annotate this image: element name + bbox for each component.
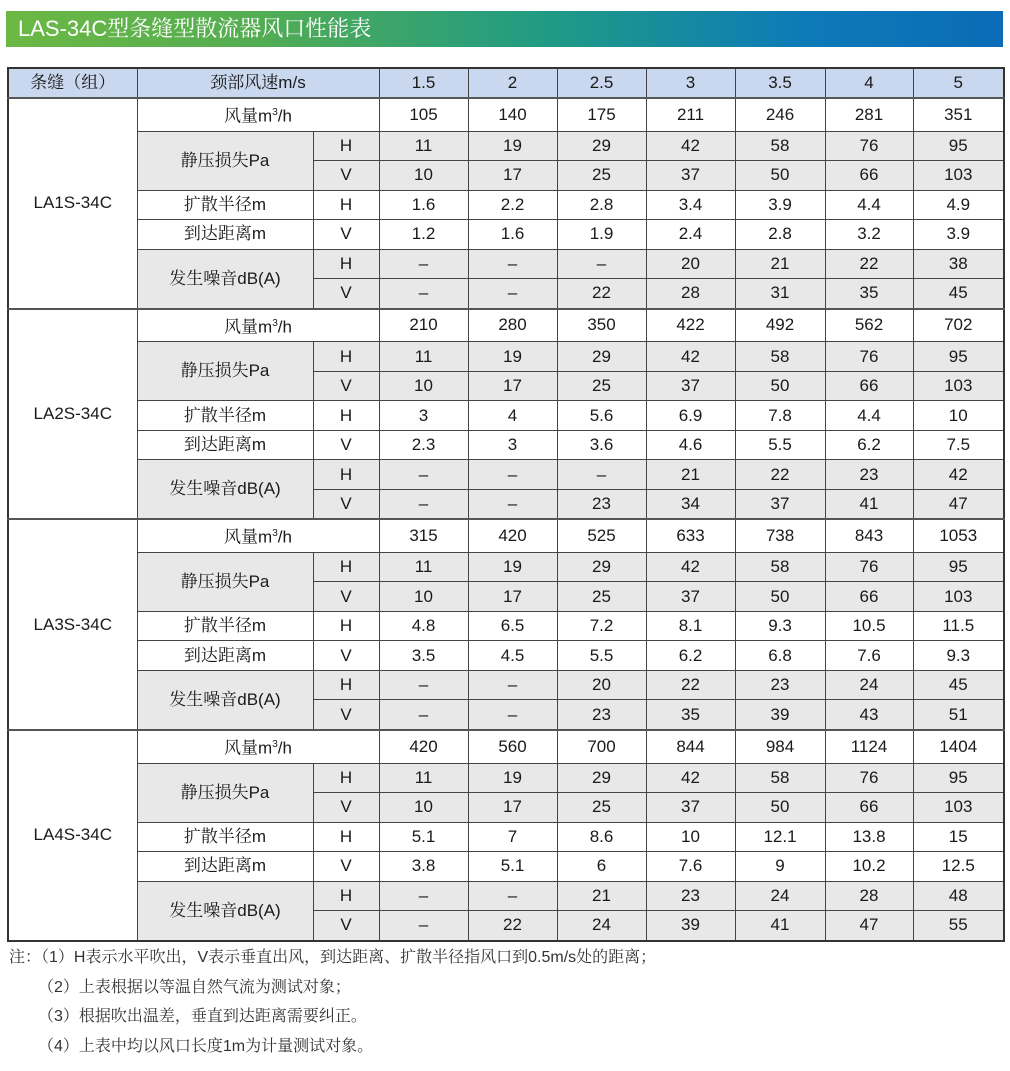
airflow-label-sup: 3 (272, 107, 278, 118)
value-cell: 17 (468, 793, 557, 823)
table-row (8, 190, 1004, 220)
value-cell: 76 (825, 342, 913, 372)
header-speed-value: 4 (825, 68, 913, 98)
value-cell: – (468, 700, 557, 730)
value-cell: 246 (735, 98, 825, 131)
value-cell: – (379, 670, 468, 700)
value-cell: 19 (468, 552, 557, 582)
airflow-label-text: 风量m (224, 527, 273, 547)
note-item: （3）根据吹出温差，垂直到达距离需要纠正。 (38, 1008, 367, 1025)
value-cell: 420 (379, 730, 468, 763)
value-cell: 42 (646, 342, 735, 372)
airflow-label-text: 风量m (224, 106, 273, 126)
value-cell: 4 (468, 401, 557, 431)
value-cell: 66 (825, 793, 913, 823)
direction-V: V (313, 371, 379, 401)
value-cell: 2.4 (646, 220, 735, 250)
value-cell: 12.1 (735, 822, 825, 852)
airflow-label-tail: /h (277, 738, 292, 758)
value-cell: 175 (557, 98, 646, 131)
airflow-label-text: 风量m (224, 317, 273, 337)
value-cell: 7.6 (646, 852, 735, 882)
value-cell: – (468, 881, 557, 911)
value-cell: 3.9 (735, 190, 825, 220)
value-cell: 7.5 (913, 430, 1004, 460)
value-cell: 58 (735, 552, 825, 582)
value-cell: 41 (825, 489, 913, 519)
value-cell: 47 (913, 489, 1004, 519)
value-cell: – (379, 489, 468, 519)
direction-H: H (313, 881, 379, 911)
value-cell: 28 (825, 881, 913, 911)
page-title-bar (6, 11, 1003, 47)
radius-label: 扩散半径m (137, 401, 313, 431)
value-cell: 39 (646, 911, 735, 941)
airflow-label-tail: /h (277, 106, 292, 126)
value-cell: 24 (735, 881, 825, 911)
value-cell: 5.6 (557, 401, 646, 431)
pressure-label: 静压损失Pa (137, 342, 313, 401)
value-cell: 11 (379, 763, 468, 793)
value-cell: 29 (557, 763, 646, 793)
value-cell: 211 (646, 98, 735, 131)
noise-label: 发生噪音dB(A) (137, 460, 313, 520)
value-cell: 700 (557, 730, 646, 763)
value-cell: 23 (735, 670, 825, 700)
note-line (9, 943, 656, 973)
direction-H: H (313, 401, 379, 431)
table-row (8, 131, 1004, 161)
value-cell: 7 (468, 822, 557, 852)
header-speed: 颈部风速m/s (137, 68, 379, 98)
model-name: LA2S-34C (8, 309, 137, 520)
value-cell: – (379, 911, 468, 941)
value-cell: 23 (557, 700, 646, 730)
value-cell: 6.8 (735, 641, 825, 671)
value-cell: – (379, 700, 468, 730)
value-cell: 6.2 (825, 430, 913, 460)
value-cell: 10.5 (825, 611, 913, 641)
value-cell: 5.5 (735, 430, 825, 460)
value-cell: 76 (825, 763, 913, 793)
value-cell: – (468, 489, 557, 519)
table-row (8, 822, 1004, 852)
value-cell: 103 (913, 582, 1004, 612)
value-cell: 50 (735, 371, 825, 401)
value-cell: 3.9 (913, 220, 1004, 250)
value-cell: – (379, 460, 468, 490)
value-cell: 280 (468, 309, 557, 342)
airflow-label (137, 730, 379, 763)
value-cell: 22 (468, 911, 557, 941)
value-cell: 23 (646, 881, 735, 911)
value-cell: 702 (913, 309, 1004, 342)
value-cell: 47 (825, 911, 913, 941)
header-speed-value: 2.5 (557, 68, 646, 98)
value-cell: 843 (825, 519, 913, 552)
value-cell: 35 (646, 700, 735, 730)
header-speed-value: 5 (913, 68, 1004, 98)
value-cell: 29 (557, 552, 646, 582)
value-cell: 1053 (913, 519, 1004, 552)
airflow-label-sup: 3 (272, 528, 278, 540)
value-cell: 13.8 (825, 822, 913, 852)
direction-V: V (313, 852, 379, 882)
airflow-label-tail: /h (277, 527, 292, 547)
value-cell: 42 (646, 552, 735, 582)
value-cell: 11 (379, 342, 468, 372)
value-cell: 350 (557, 309, 646, 342)
pressure-label: 静压损失Pa (137, 763, 313, 822)
value-cell: 21 (646, 460, 735, 490)
value-cell: 29 (557, 131, 646, 161)
value-cell: – (468, 279, 557, 309)
value-cell: 10 (379, 793, 468, 823)
header-speed-value: 2 (468, 68, 557, 98)
table-header-row (8, 68, 1004, 98)
direction-H: H (313, 611, 379, 641)
value-cell: 9.3 (913, 641, 1004, 671)
value-cell: 10 (379, 582, 468, 612)
value-cell: – (379, 249, 468, 279)
value-cell: 1124 (825, 730, 913, 763)
value-cell: 4.9 (913, 190, 1004, 220)
value-cell: 1404 (913, 730, 1004, 763)
value-cell: 58 (735, 131, 825, 161)
table-row (8, 220, 1004, 250)
value-cell: 20 (646, 249, 735, 279)
value-cell: 4.5 (468, 641, 557, 671)
value-cell: 1.6 (379, 190, 468, 220)
value-cell: 76 (825, 131, 913, 161)
value-cell: 9 (735, 852, 825, 882)
table-row (8, 552, 1004, 582)
value-cell: 4.4 (825, 401, 913, 431)
value-cell: 633 (646, 519, 735, 552)
reach-label: 到达距离m (137, 220, 313, 250)
value-cell: 4.8 (379, 611, 468, 641)
value-cell: 6 (557, 852, 646, 882)
table-row (8, 763, 1004, 793)
table-row (8, 249, 1004, 279)
value-cell: 9.3 (735, 611, 825, 641)
value-cell: 103 (913, 793, 1004, 823)
value-cell: 1.9 (557, 220, 646, 250)
value-cell: 25 (557, 582, 646, 612)
noise-label: 发生噪音dB(A) (137, 249, 313, 309)
value-cell: 281 (825, 98, 913, 131)
value-cell: 37 (646, 582, 735, 612)
value-cell: 50 (735, 161, 825, 191)
value-cell: 66 (825, 161, 913, 191)
value-cell: 3.4 (646, 190, 735, 220)
value-cell: 10 (913, 401, 1004, 431)
note-item: （2）上表根据以等温自然气流为测试对象； (38, 978, 351, 996)
value-cell: 315 (379, 519, 468, 552)
value-cell: 55 (913, 911, 1004, 941)
radius-label: 扩散半径m (137, 611, 313, 641)
direction-V: V (313, 430, 379, 460)
value-cell: 3.8 (379, 852, 468, 882)
direction-V: V (313, 911, 379, 941)
value-cell: 351 (913, 98, 1004, 131)
value-cell: 58 (735, 763, 825, 793)
value-cell: – (379, 881, 468, 911)
reach-label: 到达距离m (137, 641, 313, 671)
direction-V: V (313, 700, 379, 730)
direction-V: V (313, 220, 379, 250)
value-cell: 76 (825, 552, 913, 582)
value-cell: 29 (557, 342, 646, 372)
value-cell: 210 (379, 309, 468, 342)
value-cell: 22 (557, 279, 646, 309)
table-row (8, 98, 1004, 131)
value-cell: 6.5 (468, 611, 557, 641)
table-row (8, 641, 1004, 671)
direction-V: V (313, 582, 379, 612)
value-cell: 140 (468, 98, 557, 131)
radius-label: 扩散半径m (137, 190, 313, 220)
value-cell: – (379, 279, 468, 309)
direction-H: H (313, 552, 379, 582)
value-cell: 24 (825, 670, 913, 700)
direction-V: V (313, 161, 379, 191)
value-cell: 6.9 (646, 401, 735, 431)
value-cell: 7.2 (557, 611, 646, 641)
table-row (8, 852, 1004, 882)
value-cell: 560 (468, 730, 557, 763)
value-cell: 17 (468, 161, 557, 191)
airflow-label (137, 98, 379, 131)
value-cell: 51 (913, 700, 1004, 730)
reach-label: 到达距离m (137, 852, 313, 882)
value-cell: 34 (646, 489, 735, 519)
header-speed-value: 3 (646, 68, 735, 98)
value-cell: 2.2 (468, 190, 557, 220)
table-row (8, 670, 1004, 700)
value-cell: 525 (557, 519, 646, 552)
value-cell: 25 (557, 371, 646, 401)
value-cell: 58 (735, 342, 825, 372)
value-cell: 1.2 (379, 220, 468, 250)
direction-V: V (313, 489, 379, 519)
value-cell: 2.8 (557, 190, 646, 220)
value-cell: 844 (646, 730, 735, 763)
direction-H: H (313, 342, 379, 372)
value-cell: 42 (913, 460, 1004, 490)
value-cell: 23 (557, 489, 646, 519)
value-cell: 38 (913, 249, 1004, 279)
table-row (8, 401, 1004, 431)
header-speed-value: 1.5 (379, 68, 468, 98)
value-cell: 10 (646, 822, 735, 852)
value-cell: 21 (557, 881, 646, 911)
value-cell: 19 (468, 342, 557, 372)
value-cell: 95 (913, 552, 1004, 582)
table-row (8, 881, 1004, 911)
value-cell: 1.6 (468, 220, 557, 250)
airflow-label (137, 519, 379, 552)
value-cell: 42 (646, 131, 735, 161)
direction-H: H (313, 131, 379, 161)
table-row (8, 309, 1004, 342)
value-cell: 2.3 (379, 430, 468, 460)
value-cell: 37 (735, 489, 825, 519)
direction-V: V (313, 279, 379, 309)
table-row (8, 460, 1004, 490)
reach-label: 到达距离m (137, 430, 313, 460)
value-cell: 37 (646, 371, 735, 401)
value-cell: 95 (913, 763, 1004, 793)
value-cell: 17 (468, 371, 557, 401)
value-cell: – (557, 249, 646, 279)
note-item: （1）H表示水平吹出，V表示垂直出风，到达距离、扩散半径指风口到0.5m/s处的距离； (41, 949, 657, 966)
value-cell: 3.6 (557, 430, 646, 460)
table-row (8, 342, 1004, 372)
value-cell: 20 (557, 670, 646, 700)
value-cell: 22 (735, 460, 825, 490)
value-cell: 37 (646, 161, 735, 191)
value-cell: 3.5 (379, 641, 468, 671)
header-speed-value: 3.5 (735, 68, 825, 98)
airflow-label (137, 309, 379, 342)
value-cell: 50 (735, 582, 825, 612)
value-cell: 10 (379, 371, 468, 401)
value-cell: 11.5 (913, 611, 1004, 641)
performance-table (7, 67, 1005, 942)
value-cell: – (468, 249, 557, 279)
value-cell: 6.2 (646, 641, 735, 671)
page-title: LAS-34C型条缝型散流器风口性能表 (18, 16, 372, 41)
note-item: （4）上表中均以风口长度1m为计量测试对象。 (38, 1037, 374, 1055)
value-cell: 35 (825, 279, 913, 309)
value-cell: 11 (379, 552, 468, 582)
value-cell: 103 (913, 371, 1004, 401)
table-row (8, 611, 1004, 641)
value-cell: 3.2 (825, 220, 913, 250)
direction-H: H (313, 249, 379, 279)
value-cell: 95 (913, 342, 1004, 372)
airflow-label-tail: /h (277, 317, 292, 337)
value-cell: 25 (557, 793, 646, 823)
airflow-label-text: 风量m (224, 738, 273, 758)
value-cell: 422 (646, 309, 735, 342)
value-cell: 28 (646, 279, 735, 309)
value-cell: 23 (825, 460, 913, 490)
value-cell: 103 (913, 161, 1004, 191)
value-cell: 562 (825, 309, 913, 342)
value-cell: 11 (379, 131, 468, 161)
value-cell: 66 (825, 582, 913, 612)
value-cell: 45 (913, 279, 1004, 309)
direction-H: H (313, 460, 379, 490)
direction-H: H (313, 763, 379, 793)
value-cell: 66 (825, 371, 913, 401)
pressure-label: 静压损失Pa (137, 552, 313, 611)
radius-label: 扩散半径m (137, 822, 313, 852)
value-cell: 8.6 (557, 822, 646, 852)
value-cell: 12.5 (913, 852, 1004, 882)
value-cell: 8.1 (646, 611, 735, 641)
model-name: LA3S-34C (8, 519, 137, 730)
table-row (8, 430, 1004, 460)
value-cell: 17 (468, 582, 557, 612)
value-cell: 5.1 (468, 852, 557, 882)
direction-H: H (313, 670, 379, 700)
value-cell: 105 (379, 98, 468, 131)
header-group: 条缝（组） (8, 68, 137, 98)
value-cell: 95 (913, 131, 1004, 161)
table-row (8, 730, 1004, 763)
value-cell: 31 (735, 279, 825, 309)
value-cell: 42 (646, 763, 735, 793)
value-cell: 492 (735, 309, 825, 342)
value-cell: 2.8 (735, 220, 825, 250)
notes (9, 943, 656, 1061)
direction-V: V (313, 793, 379, 823)
direction-H: H (313, 190, 379, 220)
value-cell: 22 (646, 670, 735, 700)
value-cell: – (468, 460, 557, 490)
value-cell: 4.6 (646, 430, 735, 460)
value-cell: 3 (379, 401, 468, 431)
value-cell: – (468, 670, 557, 700)
value-cell: 5.1 (379, 822, 468, 852)
value-cell: 10 (379, 161, 468, 191)
value-cell: 19 (468, 763, 557, 793)
airflow-label-sup: 3 (272, 738, 278, 750)
direction-H: H (313, 822, 379, 852)
value-cell: 41 (735, 911, 825, 941)
noise-label: 发生噪音dB(A) (137, 881, 313, 941)
direction-V: V (313, 641, 379, 671)
value-cell: 5.5 (557, 641, 646, 671)
value-cell: 39 (735, 700, 825, 730)
model-name: LA1S-34C (8, 98, 137, 309)
value-cell: 7.8 (735, 401, 825, 431)
value-cell: 738 (735, 519, 825, 552)
value-cell: 984 (735, 730, 825, 763)
value-cell: 7.6 (825, 641, 913, 671)
value-cell: 19 (468, 131, 557, 161)
value-cell: 10.2 (825, 852, 913, 882)
value-cell: 48 (913, 881, 1004, 911)
notes-prefix: 注： (9, 949, 42, 966)
value-cell: – (557, 460, 646, 490)
noise-label: 发生噪音dB(A) (137, 670, 313, 730)
value-cell: 3 (468, 430, 557, 460)
value-cell: 43 (825, 700, 913, 730)
value-cell: 21 (735, 249, 825, 279)
value-cell: 22 (825, 249, 913, 279)
value-cell: 50 (735, 793, 825, 823)
value-cell: 420 (468, 519, 557, 552)
value-cell: 25 (557, 161, 646, 191)
value-cell: 15 (913, 822, 1004, 852)
model-name: LA4S-34C (8, 730, 137, 941)
value-cell: 37 (646, 793, 735, 823)
pressure-label: 静压损失Pa (137, 131, 313, 190)
airflow-label-sup: 3 (272, 317, 278, 329)
value-cell: 24 (557, 911, 646, 941)
value-cell: 4.4 (825, 190, 913, 220)
value-cell: 45 (913, 670, 1004, 700)
table-row (8, 519, 1004, 552)
